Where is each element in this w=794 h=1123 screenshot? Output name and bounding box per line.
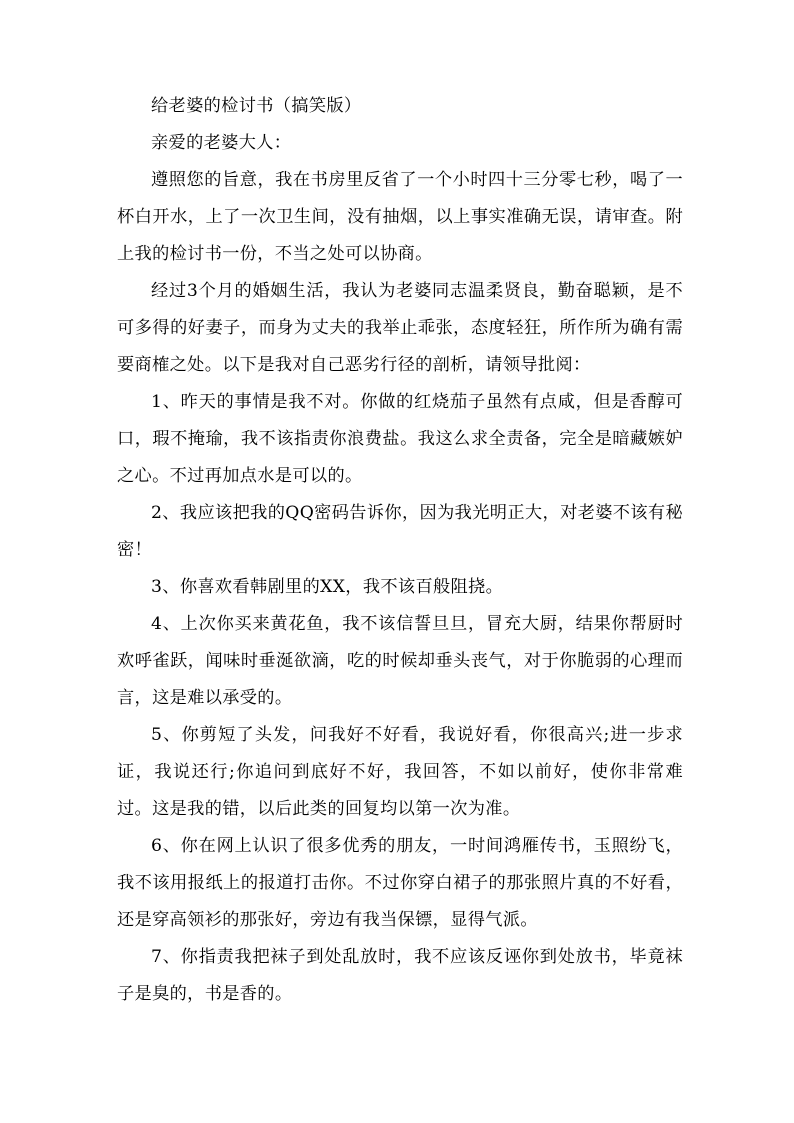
paragraph-item-4: 4、上次你买来黄花鱼，我不该信誓旦旦，冒充大厨，结果你帮厨时欢呼雀跃，闻味时垂涎欲滴，吃的时候却垂头丧气，对于你脆弱的心理而言，这是难以承受的。	[117, 614, 683, 708]
paragraph-item-3: 3、你喜欢看韩剧里的XX，我不该百般阻挠。	[151, 577, 504, 597]
salutation: 亲爱的老婆大人：	[151, 133, 292, 153]
paragraph-item-6: 6、你在网上认识了很多优秀的朋友，一时间鸿雁传书，玉照纷飞，我不该用报纸上的报道打击你。不过你穿白裙子的那张照片真的不好看，还是穿高领衫的那张好，旁边有我当保镖，显得气派。	[117, 836, 683, 930]
paragraph-intro: 遵照您的旨意，我在书房里反省了一个小时四十三分零七秒，喝了一杯白开水，上了一次卫生间，没有抽烟，以上事实准确无误，请审查。附上我的检讨书一份，不当之处可以协商。	[117, 170, 683, 264]
paragraph-item-1: 1、昨天的事情是我不对。你做的红烧茄子虽然有点咸，但是香醇可口，瑕不掩瑜，我不该指责你浪费盐。我这么求全责备，完全是暗藏嫉妒之心。不过再加点水是可以的。	[117, 392, 683, 486]
paragraph-summary: 经过3个月的婚姻生活，我认为老婆同志温柔贤良，勤奋聪颖，是不可多得的好妻子，而身为丈夫的我举止乖张，态度轻狂，所作所为确有需要商榷之处。以下是我对自己恶劣行径的剖析，请领导批阅：	[117, 281, 683, 375]
document-body	[117, 88, 683, 1013]
paragraph-item-7: 7、你指责我把袜子到处乱放时，我不应该反诬你到处放书，毕竟袜子是臭的，书是香的。	[117, 947, 683, 1004]
paragraph-item-2: 2、我应该把我的QQ密码告诉你，因为我光明正大，对老婆不该有秘密！	[117, 503, 683, 560]
document-title: 给老婆的检讨书（搞笑版）	[151, 96, 362, 116]
paragraph-item-5: 5、你剪短了头发，问我好不好看，我说好看，你很高兴;进一步求证，我说还行;你追问到底好不好，我回答，不如以前好，使你非常难过。这是我的错，以后此类的回复均以第一次为准。	[117, 725, 683, 819]
